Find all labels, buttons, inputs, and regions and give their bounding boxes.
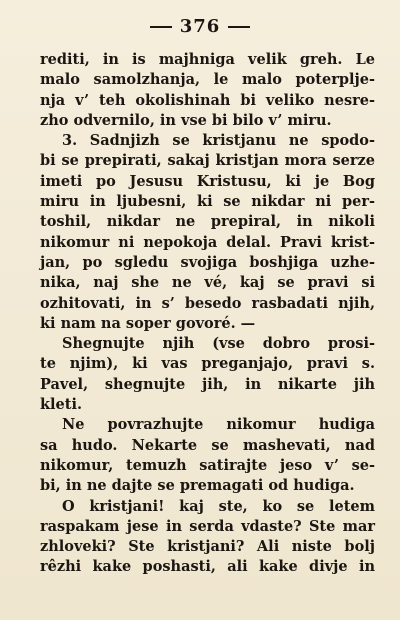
text-line: nika, naj she ne vé, kaj se pravi si <box>40 274 375 292</box>
text-line: ki nam na soper govoré. — <box>40 314 256 332</box>
text-line: nikomur ni nepokoja delal. Pravi krist- <box>40 233 375 251</box>
text-line: te njim), ki vas preganjajo, pravi s. <box>40 355 375 373</box>
page-number: 376 <box>179 16 221 37</box>
text-line: raspakam jese in serda vdaste? Ste mar <box>40 517 375 535</box>
text-line: Ne povrazhujte nikomur hudiga <box>62 416 375 434</box>
text-line: ozhitovati, in s’ besedo rasbadati njih, <box>40 294 375 312</box>
text-line: bi, in ne dajte se premagati od hudiga. <box>40 477 355 495</box>
text-line: malo samolzhanja, le malo poterplje- <box>40 71 375 89</box>
text-line: rêzhi kake poshasti, ali kake divje in <box>40 558 375 576</box>
text-line: toshil, nikdar ne prepiral, in nikoli <box>40 213 375 231</box>
text-line: Shegnujte njih (vse dobro prosi- <box>62 335 375 353</box>
header-dash-right <box>228 26 250 28</box>
text-line: rediti, in is majhniga velik greh. Le <box>40 51 375 68</box>
text-line: sa hudo. Nekarte se mashevati, nad <box>40 436 375 454</box>
text-line: 3. Sadnjizh se kristjanu ne spodo- <box>62 132 375 150</box>
text-line: kleti. <box>40 396 83 414</box>
text-line: nikomur, temuzh satirajte jeso v’ se- <box>40 456 375 474</box>
text-line: Pavel, shegnujte jih, in nikarte jih <box>40 375 375 393</box>
page-header <box>0 0 400 42</box>
text-line: imeti po Jesusu Kristusu, ki je Bog <box>40 172 375 190</box>
text-line: zho odvernilo, in vse bi bilo v’ miru. <box>40 111 332 129</box>
text-line: zhloveki? Ste kristjani? Ali niste bolj <box>40 538 375 556</box>
text-line: nja v’ teh okolishinah bi veliko nesre- <box>40 91 375 109</box>
text-line: O kristjani! kaj ste, ko se letem <box>62 497 375 515</box>
body-text <box>40 50 375 578</box>
text-line: bi se prepirati, sakaj kristjan mora serze <box>40 152 375 170</box>
text-line: miru in ljubesni, ki se nikdar ni per- <box>40 193 375 211</box>
text-line: jan, po sgledu svojiga boshjiga uzhe- <box>40 253 375 271</box>
header-dash-left <box>150 26 172 28</box>
